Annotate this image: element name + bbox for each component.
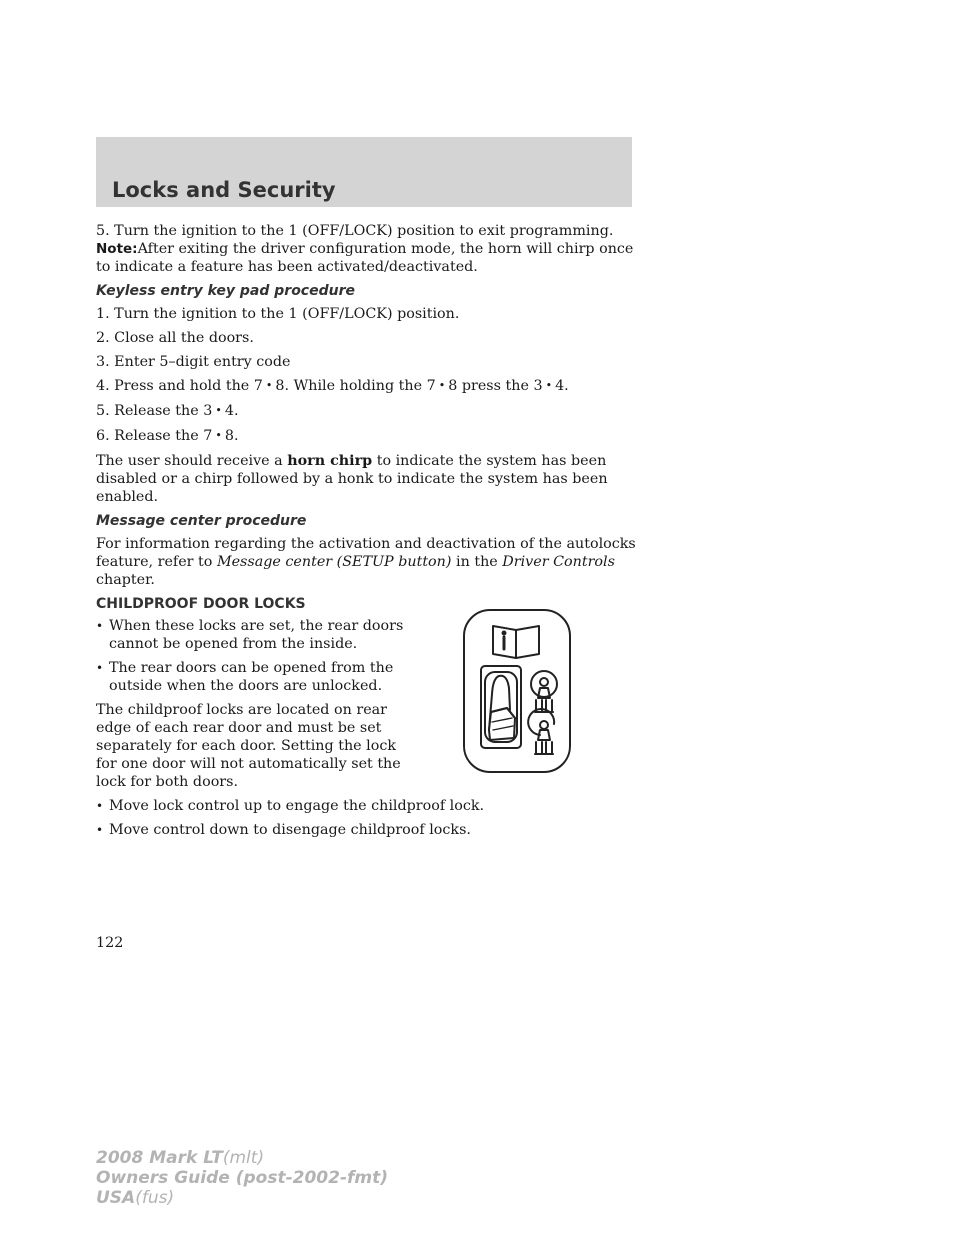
step-5-part-a: 5. Release the 3 xyxy=(96,403,213,419)
bullet-glyph: • xyxy=(96,619,104,633)
step-5-part-b: 4. xyxy=(224,403,239,419)
message-center-reference: Message center (SETUP button) xyxy=(216,554,452,570)
note-paragraph xyxy=(96,240,636,276)
keypad-step-1: 1. Turn the ignition to the 1 (OFF/LOCK) position. xyxy=(96,306,460,322)
footer-model-code: (mlt) xyxy=(222,1148,265,1168)
horn-chirp-term: horn chirp xyxy=(287,453,373,469)
childproof-heading: CHILDPROOF DOOR LOCKS xyxy=(96,596,306,612)
bullet-text: Move lock control up to engage the childproof lock. xyxy=(109,798,485,814)
footer-region: USA xyxy=(96,1188,136,1208)
note-text: After exiting the driver configuration mode, the horn will chirp once to indicate a feature has been activated/deactivated. xyxy=(96,241,634,275)
childproof-lock-icon xyxy=(462,608,572,774)
keypad-result xyxy=(96,452,636,506)
message-center-heading: Message center procedure xyxy=(96,513,307,529)
bullet-text: When these locks are set, the rear doors cannot be opened from the inside. xyxy=(109,618,404,652)
keypad-heading: Keyless entry key pad procedure xyxy=(96,283,355,299)
document-footer xyxy=(96,1148,388,1208)
result-text-b: to indicate the system has been disabled or a chirp followed by a honk to indicate the system has been enabled. xyxy=(96,453,608,505)
step-6-part-a: 6. Release the 7 xyxy=(96,428,213,444)
step-6-part-b: 8. xyxy=(224,428,239,444)
bullet-text: Move control down to disengage childproof locks. xyxy=(109,822,471,838)
childproof-bullet xyxy=(96,797,636,815)
footer-line-1 xyxy=(96,1148,388,1168)
bullet-text: The rear doors can be opened from the outside when the doors are unlocked. xyxy=(109,660,394,694)
childproof-bullet xyxy=(96,617,412,653)
bullet-glyph: • xyxy=(96,661,104,675)
keypad-step-4 xyxy=(96,377,636,396)
bullet-glyph: • xyxy=(96,823,104,837)
dot-separator: • xyxy=(215,404,222,417)
keypad-step-2: 2. Close all the doors. xyxy=(96,330,254,346)
step-4-part-d: 4. xyxy=(555,378,569,394)
note-label: Note: xyxy=(96,241,138,257)
childproof-location xyxy=(96,701,412,791)
childproof-bullet xyxy=(96,821,636,839)
bullet-glyph: • xyxy=(96,799,104,813)
keypad-step-6 xyxy=(96,427,636,446)
section-title: Locks and Security xyxy=(112,178,336,202)
step-4-part-b: 8. While holding the 7 xyxy=(275,378,436,394)
childproof-location-text: The childproof locks are located on rear edge of each rear door and must be set separately for each door. Setting the lock for one door will not automatically set the lock for both doors. xyxy=(96,702,401,790)
step-4-part-a: 4. Press and hold the 7 xyxy=(96,378,263,394)
step-5-exit: 5. Turn the ignition to the 1 (OFF/LOCK) position to exit programming. xyxy=(96,223,614,239)
message-center-paragraph xyxy=(96,535,636,589)
dot-separator: • xyxy=(215,429,222,442)
footer-region-code: (fus) xyxy=(135,1188,175,1208)
keypad-step-3: 3. Enter 5–digit entry code xyxy=(96,354,291,370)
step-4-part-c: 8 press the 3 xyxy=(448,378,543,394)
driver-controls-reference: Driver Controls xyxy=(502,554,615,570)
message-text-c: chapter. xyxy=(96,572,155,588)
dot-separator: • xyxy=(545,379,553,392)
result-text-a: The user should receive a xyxy=(96,453,288,469)
footer-line-3 xyxy=(96,1188,388,1208)
dot-separator: • xyxy=(438,379,446,392)
message-text-a: For information regarding the activation and deactivation of the autolocks feature, refer to xyxy=(96,536,636,570)
childproof-lock-illustration xyxy=(462,608,572,774)
childproof-bullet xyxy=(96,659,412,695)
message-text-b: in the xyxy=(451,554,503,570)
dot-separator: • xyxy=(265,379,273,392)
keypad-step-5 xyxy=(96,402,636,421)
page-number: 122 xyxy=(96,935,124,951)
footer-model: 2008 Mark LT xyxy=(96,1148,223,1168)
footer-line-2: Owners Guide (post-2002-fmt) xyxy=(96,1168,389,1188)
